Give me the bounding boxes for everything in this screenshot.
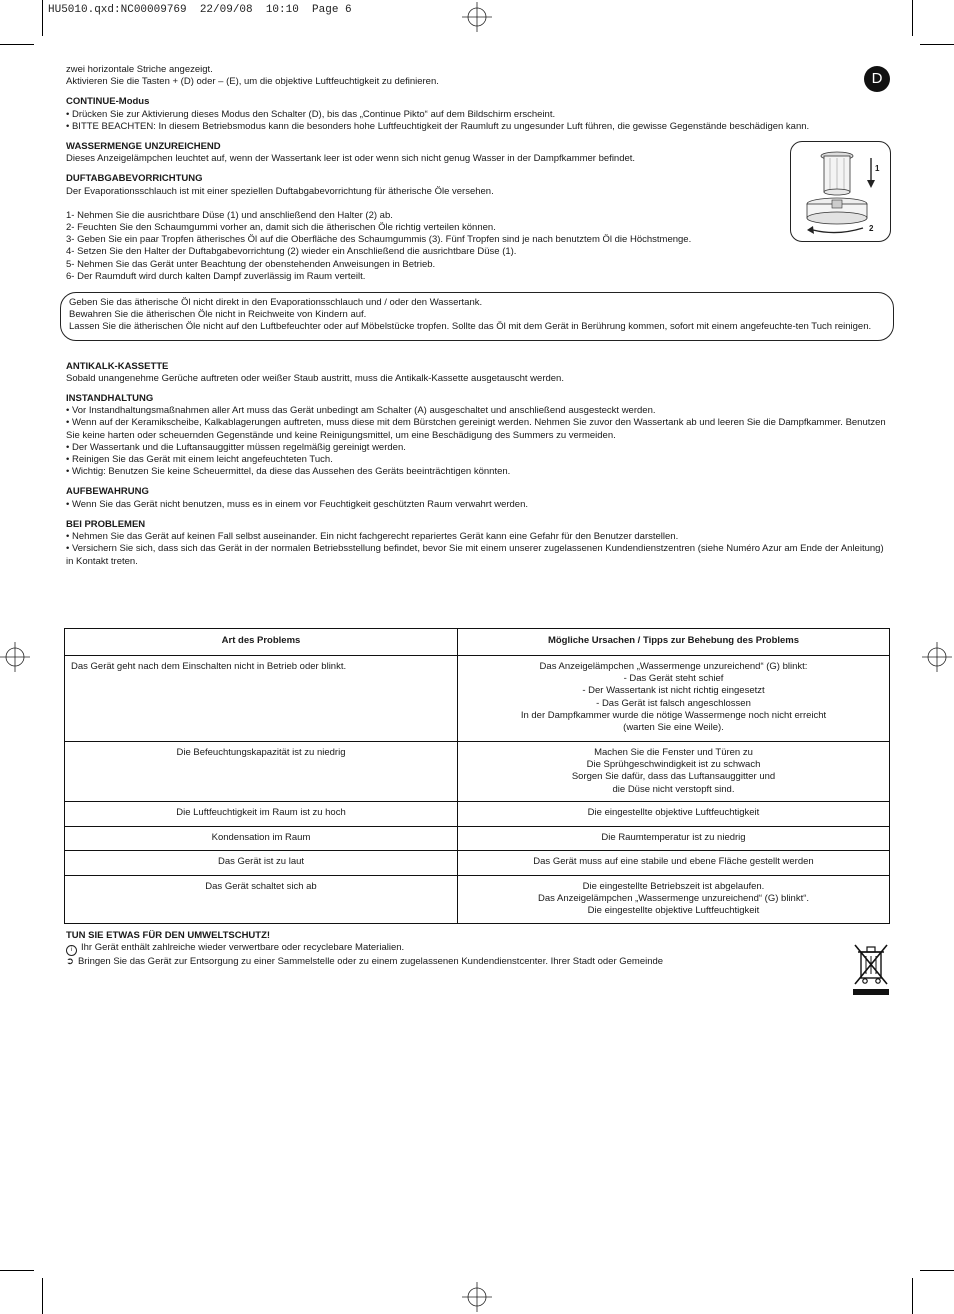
section-title-continue: CONTINUE-Modus [66,96,150,108]
cause-line: die Düse nicht verstopft sind. [612,783,735,795]
cause-line: (warten Sie eine Weile). [623,722,724,734]
step-item: 1- Nehmen Sie die ausrichtbare Düse (1) und anschließend den Halter (2) ab. [66,209,393,221]
table-row [65,742,890,802]
table-row [65,876,890,924]
intro-line: zwei horizontale Striche angezeigt. [66,64,213,75]
environment-line [66,942,846,956]
step-item: 3- Geben Sie ein paar Tropfen ätherisches Öl auf die Oberfläche des Schaumgummis (3). Fünf Tropfen sind je nach benutztem Öl die Höchstmenge. [66,234,692,246]
table-header-cell: Mögliche Ursachen / Tipps zur Behebung des Problems [458,629,890,656]
cause-line: - Das Gerät ist falsch angeschlossen [596,697,751,709]
crop-mark [920,44,954,45]
causes-cell [458,876,890,924]
section-line: • Der Wassertank und die Luftansauggitter müssen regelmäßig gereinigt werden. [66,441,406,453]
intro-line: Aktivieren Sie die Tasten + (D) oder – (E), um die objektive Luftfeuchtigkeit zu definieren. [66,76,439,88]
problem-cell: Die Befeuchtungskapazität ist zu niedrig [65,742,458,802]
cause-line: Das Anzeigelämpchen „Wassermenge unzureichend“ (G) blinkt“. [537,893,810,905]
warning-line: Bewahren Sie die ätherischen Öle nicht in Reichweite von Kindern auf. [69,309,367,321]
crop-mark [920,1270,954,1271]
cause-line: In der Dampfkammer wurde die nötige Wassermenge noch nicht erreicht [520,709,827,721]
diffuser-illustration-icon [791,142,890,241]
table-header-row [65,629,890,656]
registration-mark-icon [922,642,952,672]
registration-mark-icon [462,1282,492,1312]
cause-line: - Der Wassertank ist nicht richtig eingesetzt [582,685,765,697]
table-row [65,656,890,742]
causes-cell [458,827,890,851]
registration-mark-icon [462,2,492,32]
section-title-problems: BEI PROBLEMEN [66,518,146,530]
section-line: • Versichern Sie sich, dass sich das Gerät in der normalen Betriebsstellung befindet, bevor Sie mit einem unserer zugelassenen Kundendienstzentren (siehe Numéro Azur am Ende der Anleitung) in Kontakt treten. [66,543,884,567]
section-line: • Drücken Sie zur Aktivierung dieses Modus den Schalter (D), bis das „Continue Pikto“ auf dem Bildschirm erscheint. [66,108,556,120]
cause-line: Die Raumtemperatur ist zu niedrig [601,832,746,843]
step-item: 4- Setzen Sie den Halter der Duftabgabevorrichtung (2) wieder ein Anschließend die ausrichtbare Düse (1). [66,246,517,258]
cause-line: Das Gerät muss auf eine stabile und ebene Fläche gestellt werden [533,856,814,867]
warning-line: Geben Sie das ätherische Öl nicht direkt in den Evaporationsschlauch und / oder den Wassertank. [69,297,483,309]
causes-cell [458,656,890,742]
document-body [66,64,890,568]
section-title-anticalc: ANTIKALK-KASSETTE [66,360,169,372]
problem-cell: Kondensation im Raum [65,827,458,851]
environment-text: Bringen Sie das Gerät zur Entsorgung zu einer Sammelstelle oder zu einem zugelassenen Kundendienstcenter. Ihrer Stadt oder Gemeinde [77,956,664,968]
environment-section [66,930,846,968]
diffuser-diagram [790,141,891,242]
step-item: 6- Der Raumduft wird durch kalten Dampf zuverlässig im Raum verteilt. [66,270,366,282]
table-row [65,802,890,827]
section-title-water: WASSERMENGE UNZUREICHEND [66,141,221,153]
cause-line: Die eingestellte objektive Luftfeuchtigkeit [587,807,760,818]
section-title-maintenance: INSTANDHALTUNG [66,393,154,405]
warning-line: Lassen Sie die ätherischen Öle nicht auf den Luftbefeuchter oder auf Möbelstücke tropfen. Sollte das Öl mit dem Gerät in Berührung kommen, sofort mit einem angefeuchte-ten Tuch reinigen. [69,321,872,333]
table-row [65,851,890,876]
causes-cell [458,802,890,827]
section-line: • Wenn auf der Keramikscheibe, Kalkablagerungen auftreten, muss diese mit dem Bürstchen gereinigt werden. Nehmen Sie zuvor den Wassertank ab und leeren Sie die Dampfkammer. Benutzen Sie keine harten oder scheuernden Gegenstände und keine Reinigungsmittel, um eine Beschädigung des Summers zu vermeiden. [66,417,886,441]
warning-box [60,292,894,341]
table-row [65,827,890,851]
problem-cell: Das Gerät geht nach dem Einschalten nicht in Betrieb oder blinkt. [65,656,458,742]
cause-line: Das Anzeigelämpchen „Wassermenge unzureichend“ (G) blinkt: [539,661,808,672]
crop-mark [42,1278,43,1314]
diagram-label: 2 [869,224,874,233]
section-title-fragrance: DUFTABGABEVORRICHTUNG [66,173,203,185]
section-line: Dieses Anzeigelämpchen leuchtet auf, wenn der Wassertank leer ist oder wenn sich nicht genug Wasser in der Dampfkammer befindet. [66,153,636,165]
cause-line: Sorgen Sie dafür, dass das Luftansauggitter und [571,771,776,783]
section-line: • Reinigen Sie das Gerät mit einem leicht angefeuchteten Tuch. [66,454,333,466]
cause-line: Die eingestellte objektive Luftfeuchtigkeit [587,905,760,917]
causes-cell [458,742,890,802]
cause-line: Die Sprühgeschwindigkeit ist zu schwach [586,759,761,771]
cause-line: Die eingestellte Betriebszeit ist abgelaufen. [582,881,765,892]
section-line: • Nehmen Sie das Gerät auf keinen Fall selbst auseinander. Ein nicht fachgerecht repariertes Gerät kann eine Gefahr für den Benutzer darstellen. [66,531,679,543]
crossed-bin-icon [852,942,890,996]
section-title-storage: AUFBEWAHRUNG [66,486,149,498]
crop-mark [912,0,913,36]
section-line: • BITTE BEACHTEN: In diesem Betriebsmodus kann die besonders hohe Luftfeuchtigkeit der Raumluft zu ungesunder Luft führen, die gewisse Gegenstände beschädigen kann. [66,120,810,132]
diagram-label: 1 [875,164,880,173]
causes-cell [458,851,890,876]
language-badge: D [864,66,890,92]
problem-cell: Das Gerät schaltet sich ab [65,876,458,924]
section-line: • Wichtig: Benutzen Sie keine Scheuermittel, da diese das Aussehen des Geräts beeinträchtigen könnten. [66,466,511,478]
problem-cell: Das Gerät ist zu laut [65,851,458,876]
recycle-icon: i [66,945,77,956]
print-slug: HU5010.qxd:NC00009769 22/09/08 10:10 Page 6 [48,4,352,16]
section-title-environment: TUN SIE ETWAS FÜR DEN UMWELTSCHUTZ! [66,930,271,941]
environment-text: Ihr Gerät enthält zahlreiche wieder verwertbare oder recyclebare Materialien. [81,942,405,954]
cause-line: - Das Gerät steht schief [623,673,724,685]
step-item: 2- Feuchten Sie den Schaumgummi vorher an, damit sich die ätherischen Öle richtig verteilen können. [66,222,496,234]
crop-mark [0,44,34,45]
section-line: • Vor Instandhaltungsmaßnahmen aller Art muss das Gerät unbedingt am Schalter (A) ausgeschaltet und anschließend ausgesteckt werden. [66,405,656,417]
section-line: Der Evaporationsschlauch ist mit einer speziellen Duftabgabevorrichtung für ätherische Öle versehen. [66,185,494,197]
registration-mark-icon [0,642,30,672]
crop-mark [912,1278,913,1314]
cause-line: Machen Sie die Fenster und Türen zu [594,747,753,758]
section-line: Sobald unangenehme Gerüche auftreten oder weißer Staub austritt, muss die Antikalk-Kassette ausgetauscht werden. [66,372,564,384]
arrow-right-icon: ➲ [66,956,74,968]
troubleshooting-table [64,628,890,924]
section-line: • Wenn Sie das Gerät nicht benutzen, muss es in einem vor Feuchtigkeit geschützten Raum verwahrt werden. [66,498,529,510]
environment-line [66,956,846,968]
crop-mark [0,1270,34,1271]
crop-mark [42,0,43,36]
problem-cell: Die Luftfeuchtigkeit im Raum ist zu hoch [65,802,458,827]
step-item: 5- Nehmen Sie das Gerät unter Beachtung der obenstehenden Anweisungen in Betrieb. [66,258,436,270]
table-header-cell: Art des Problems [65,629,458,656]
